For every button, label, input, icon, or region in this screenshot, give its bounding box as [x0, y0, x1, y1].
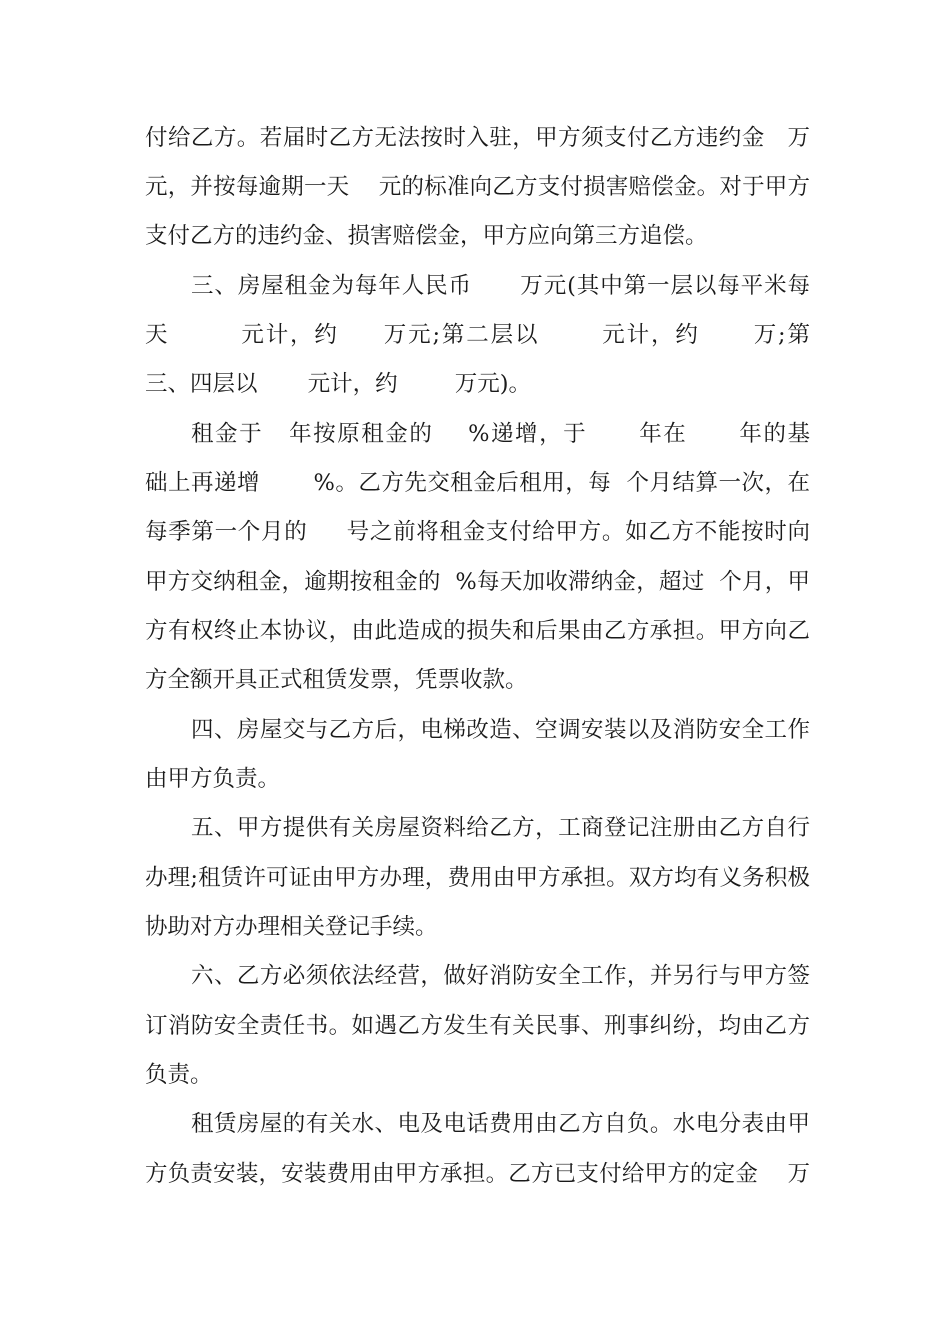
text-line: 支付乙方的违约金、损害赔偿金，甲方应向第三方追偿。 [145, 223, 708, 249]
text-line: 础上再递增 %。乙方先交租金后租用，每 个月结算一次，在 [145, 470, 810, 496]
text-line: 办理;租赁许可证由甲方办理，费用由甲方承担。双方均有义务积极 [145, 865, 810, 891]
text-line: 负责。 [145, 1062, 213, 1088]
text-line: 由甲方负责。 [145, 766, 281, 792]
text-line: 甲方交纳租金，逾期按租金的 %每天加收滞纳金，超过 个月，甲 [145, 569, 810, 595]
paragraph-start-line: 四、房屋交与乙方后，电梯改造、空调安装以及消防安全工作 [191, 717, 810, 743]
text-line: 方有权终止本协议，由此造成的损失和后果由乙方承担。甲方向乙 [145, 618, 810, 644]
text-line: 每季第一个月的 号之前将租金支付给甲方。如乙方不能按时向 [145, 519, 810, 545]
text-line: 付给乙方。若届时乙方无法按时入驻，甲方须支付乙方违约金 万 [145, 125, 810, 151]
paragraph-start-line: 三、房屋租金为每年人民币 万元(其中第一层以每平米每 [191, 273, 810, 299]
text-line: 三、四层以 元计，约 万元)。 [145, 371, 532, 397]
text-line: 订消防安全责任书。如遇乙方发生有关民事、刑事纠纷，均由乙方 [145, 1013, 810, 1039]
text-line: 天 元计，约 万元;第二层以 元计，约 万;第 [145, 322, 810, 348]
text-line: 方负责安装，安装费用由甲方承担。乙方已支付给甲方的定金 万 [145, 1161, 810, 1187]
text-line: 元，并按每逾期一天 元的标准向乙方支付损害赔偿金。对于甲方 [145, 174, 810, 200]
paragraph-start-line: 五、甲方提供有关房屋资料给乙方，工商登记注册由乙方自行 [191, 815, 810, 841]
text-line: 方全额开具正式租赁发票，凭票收款。 [145, 667, 528, 693]
paragraph-start-line: 租金于 年按原租金的 %递增，于 年在 年的基 [191, 421, 810, 447]
text-line: 协助对方办理相关登记手续。 [145, 914, 438, 940]
paragraph-start-line: 租赁房屋的有关水、电及电话费用由乙方自负。水电分表由甲 [191, 1111, 810, 1137]
paragraph-start-line: 六、乙方必须依法经营，做好消防安全工作，并另行与甲方签 [191, 963, 810, 989]
